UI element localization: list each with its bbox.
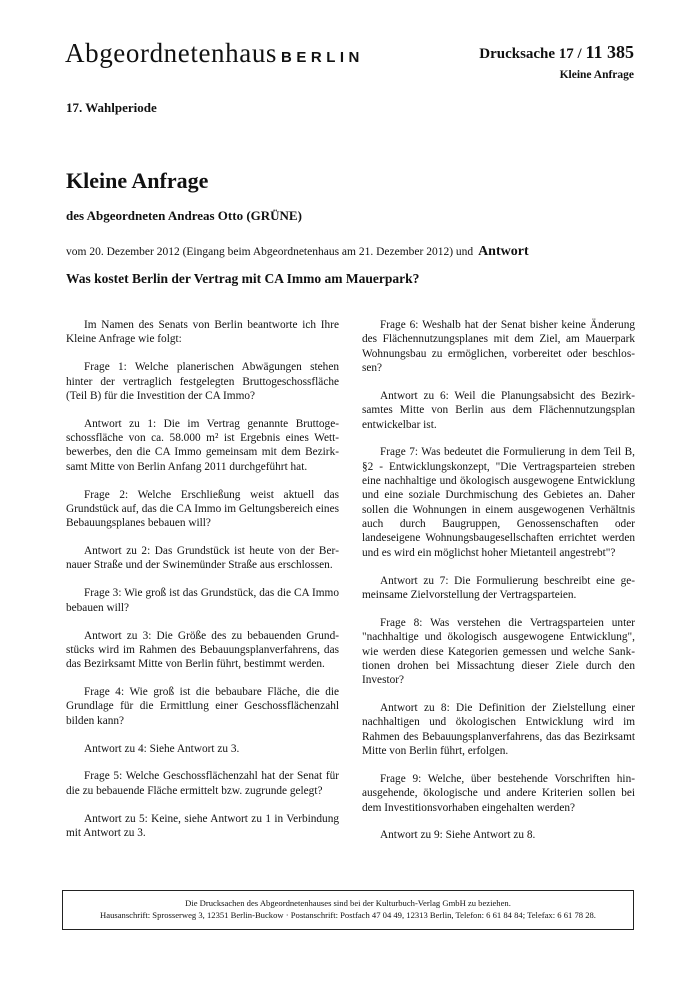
brand-city: BERLIN bbox=[281, 49, 364, 66]
footer-line-1: Die Drucksachen des Abgeordnetenhauses sind bei der Kulturbuch-Verlag GmbH zu beziehen. bbox=[185, 898, 511, 908]
paragraph: Antwort zu 8: Die Definition der Zielstellung einer nachhaltigen und ökologischen Entwicklung wird im Rahmen des Bebauungsplanverfahrens, das das Bezirksamt Mitte von Berlin führt, erfolgen. bbox=[362, 702, 635, 758]
doc-type: Kleine Anfrage bbox=[559, 69, 634, 81]
paragraph: Frage 5: Welche Geschossflächenzahl hat der Senat für die zu bebauende Fläche ermittelt bzw. zugrunde gelegt? bbox=[66, 770, 339, 797]
paragraph: Im Namen des Senats von Berlin beantworte ich Ihre Kleine Anfrage wie folgt: bbox=[66, 319, 339, 346]
answer-label: Antwort bbox=[478, 244, 529, 259]
paragraph: Frage 6: Weshalb hat der Senat bisher keine Änderung des Flächennutzungsplanes mit dem Ziel, am Mauerpark Wohnungsbau zu ermöglichen, vorbereitet oder beschlossen? bbox=[362, 319, 635, 375]
right-column bbox=[362, 318, 635, 856]
paragraph: Antwort zu 1: Die im Vertrag genannte Bruttogeschossfläche von ca. 58.000 m² ist Ergebnis eines Wettbewerbes, den die CA Immo gemeinsam mit dem Bezirksamt Mitte von Berlin Anfang 2011 durchgeführt hat. bbox=[66, 417, 339, 473]
paragraph: Antwort zu 2: Das Grundstück ist heute von der Bernauer Straße und der Swinemünder Straße aus erschlossen. bbox=[66, 545, 339, 572]
author-line: des Abgeordneten Andreas Otto (GRÜNE) bbox=[66, 208, 302, 223]
footer-box bbox=[62, 890, 634, 930]
letterhead-logo bbox=[65, 38, 364, 69]
paragraph: Frage 1: Welche planerischen Abwägungen stehen hinter der vertraglich festgelegten Bruttogeschossfläche (Teil B) für die Investition der CA Immo? bbox=[66, 361, 339, 402]
paragraph: Antwort zu 6: Weil die Planungsabsicht des Bezirksamtes Mitte von Berlin aus dem Flächennutzungsplan entwickelbar ist. bbox=[362, 389, 635, 431]
brand-name: Abgeordnetenhaus bbox=[65, 38, 278, 68]
paragraph: Frage 3: Wie groß ist das Grundstück, das die CA Immo bebauen will? bbox=[66, 587, 339, 614]
date-text: vom 20. Dezember 2012 (Eingang beim Abgeordnetenhaus am 21. Dezember 2012) und bbox=[66, 246, 474, 258]
date-line bbox=[66, 244, 529, 260]
paragraph: Frage 2: Welche Erschließung weist aktuell das Grundstück auf, das die CA Immo im Geltungsbereich eines Bebauungsplanes bebauen will? bbox=[66, 488, 339, 530]
left-column bbox=[66, 318, 339, 854]
document-title: Kleine Anfrage bbox=[66, 168, 209, 193]
paragraph: Frage 9: Welche, über bestehende Vorschriften hinausgehende, ökologische und andere Kriterien sollen bei dem Investitionsvorhaben eingehalten werden? bbox=[362, 772, 635, 814]
wahlperiode: 17. Wahlperiode bbox=[66, 100, 157, 115]
drucksache-label: Drucksache 17 / bbox=[479, 46, 582, 62]
paragraph: Antwort zu 9: Siehe Antwort zu 8. bbox=[380, 829, 536, 842]
question-title: Was kostet Berlin der Vertrag mit CA Immo am Mauerpark? bbox=[66, 271, 420, 286]
drucksache-number: 11 385 bbox=[585, 42, 634, 62]
paragraph: Antwort zu 7: Die Formulierung beschreibt eine gemeinsame Zielvorstellung der Vertragsparteien. bbox=[362, 574, 635, 601]
drucksache-block bbox=[479, 42, 634, 81]
paragraph: Frage 4: Wie groß ist die bebaubare Fläche, die die Grundlage für die Ermittlung einer Geschossflächenzahl bilden kann? bbox=[66, 686, 339, 727]
paragraph: Frage 7: Was bedeutet die Formulierung in dem Teil B, §2 - Entwicklungskonzept, "Die Vertragsparteien streben eine nachhaltige und ökologisch ausgewogene Entwicklung und eine soziale Durchmischung des Gebietes an. Daher sollen die Wohnungen in einem ausgewogenen Verhältnis auch durch Baugruppen, Genossenschaften oder landeseigene Wohnungsbaugesellschaften errichtet werden und es wird ein möglichst hoher Mietanteil angestrebt"? bbox=[362, 446, 635, 559]
drucksache-line bbox=[479, 42, 634, 63]
paragraph: Antwort zu 4: Siehe Antwort zu 3. bbox=[84, 742, 240, 755]
paragraph: Antwort zu 5: Keine, siehe Antwort zu 1 in Verbindung mit Antwort zu 3. bbox=[66, 812, 339, 839]
paragraph: Antwort zu 3: Die Größe des zu bebauenden Grundstücks wird im Rahmen des Bebauungsplanverfahrens, das das Bezirksamt Mitte von Berlin führt, bestimmt werden. bbox=[66, 629, 339, 671]
footer-line-2: Hausanschrift: Sprosserweg 3, 12351 Berlin-Buckow · Postanschrift: Postfach 47 04 49, 12313 Berlin, Telefon: 6 61 84 84; Telefax: 6 61 78 28. bbox=[100, 910, 596, 921]
paragraph: Frage 8: Was verstehen die Vertragsparteien unter "nachhaltige und ökologisch ausgewogene Entwicklung", wie werden diese Kategorien gemessen und welche Sanktionen drohen bei Missachtung dieser Ziele durch den Investor? bbox=[362, 616, 635, 687]
